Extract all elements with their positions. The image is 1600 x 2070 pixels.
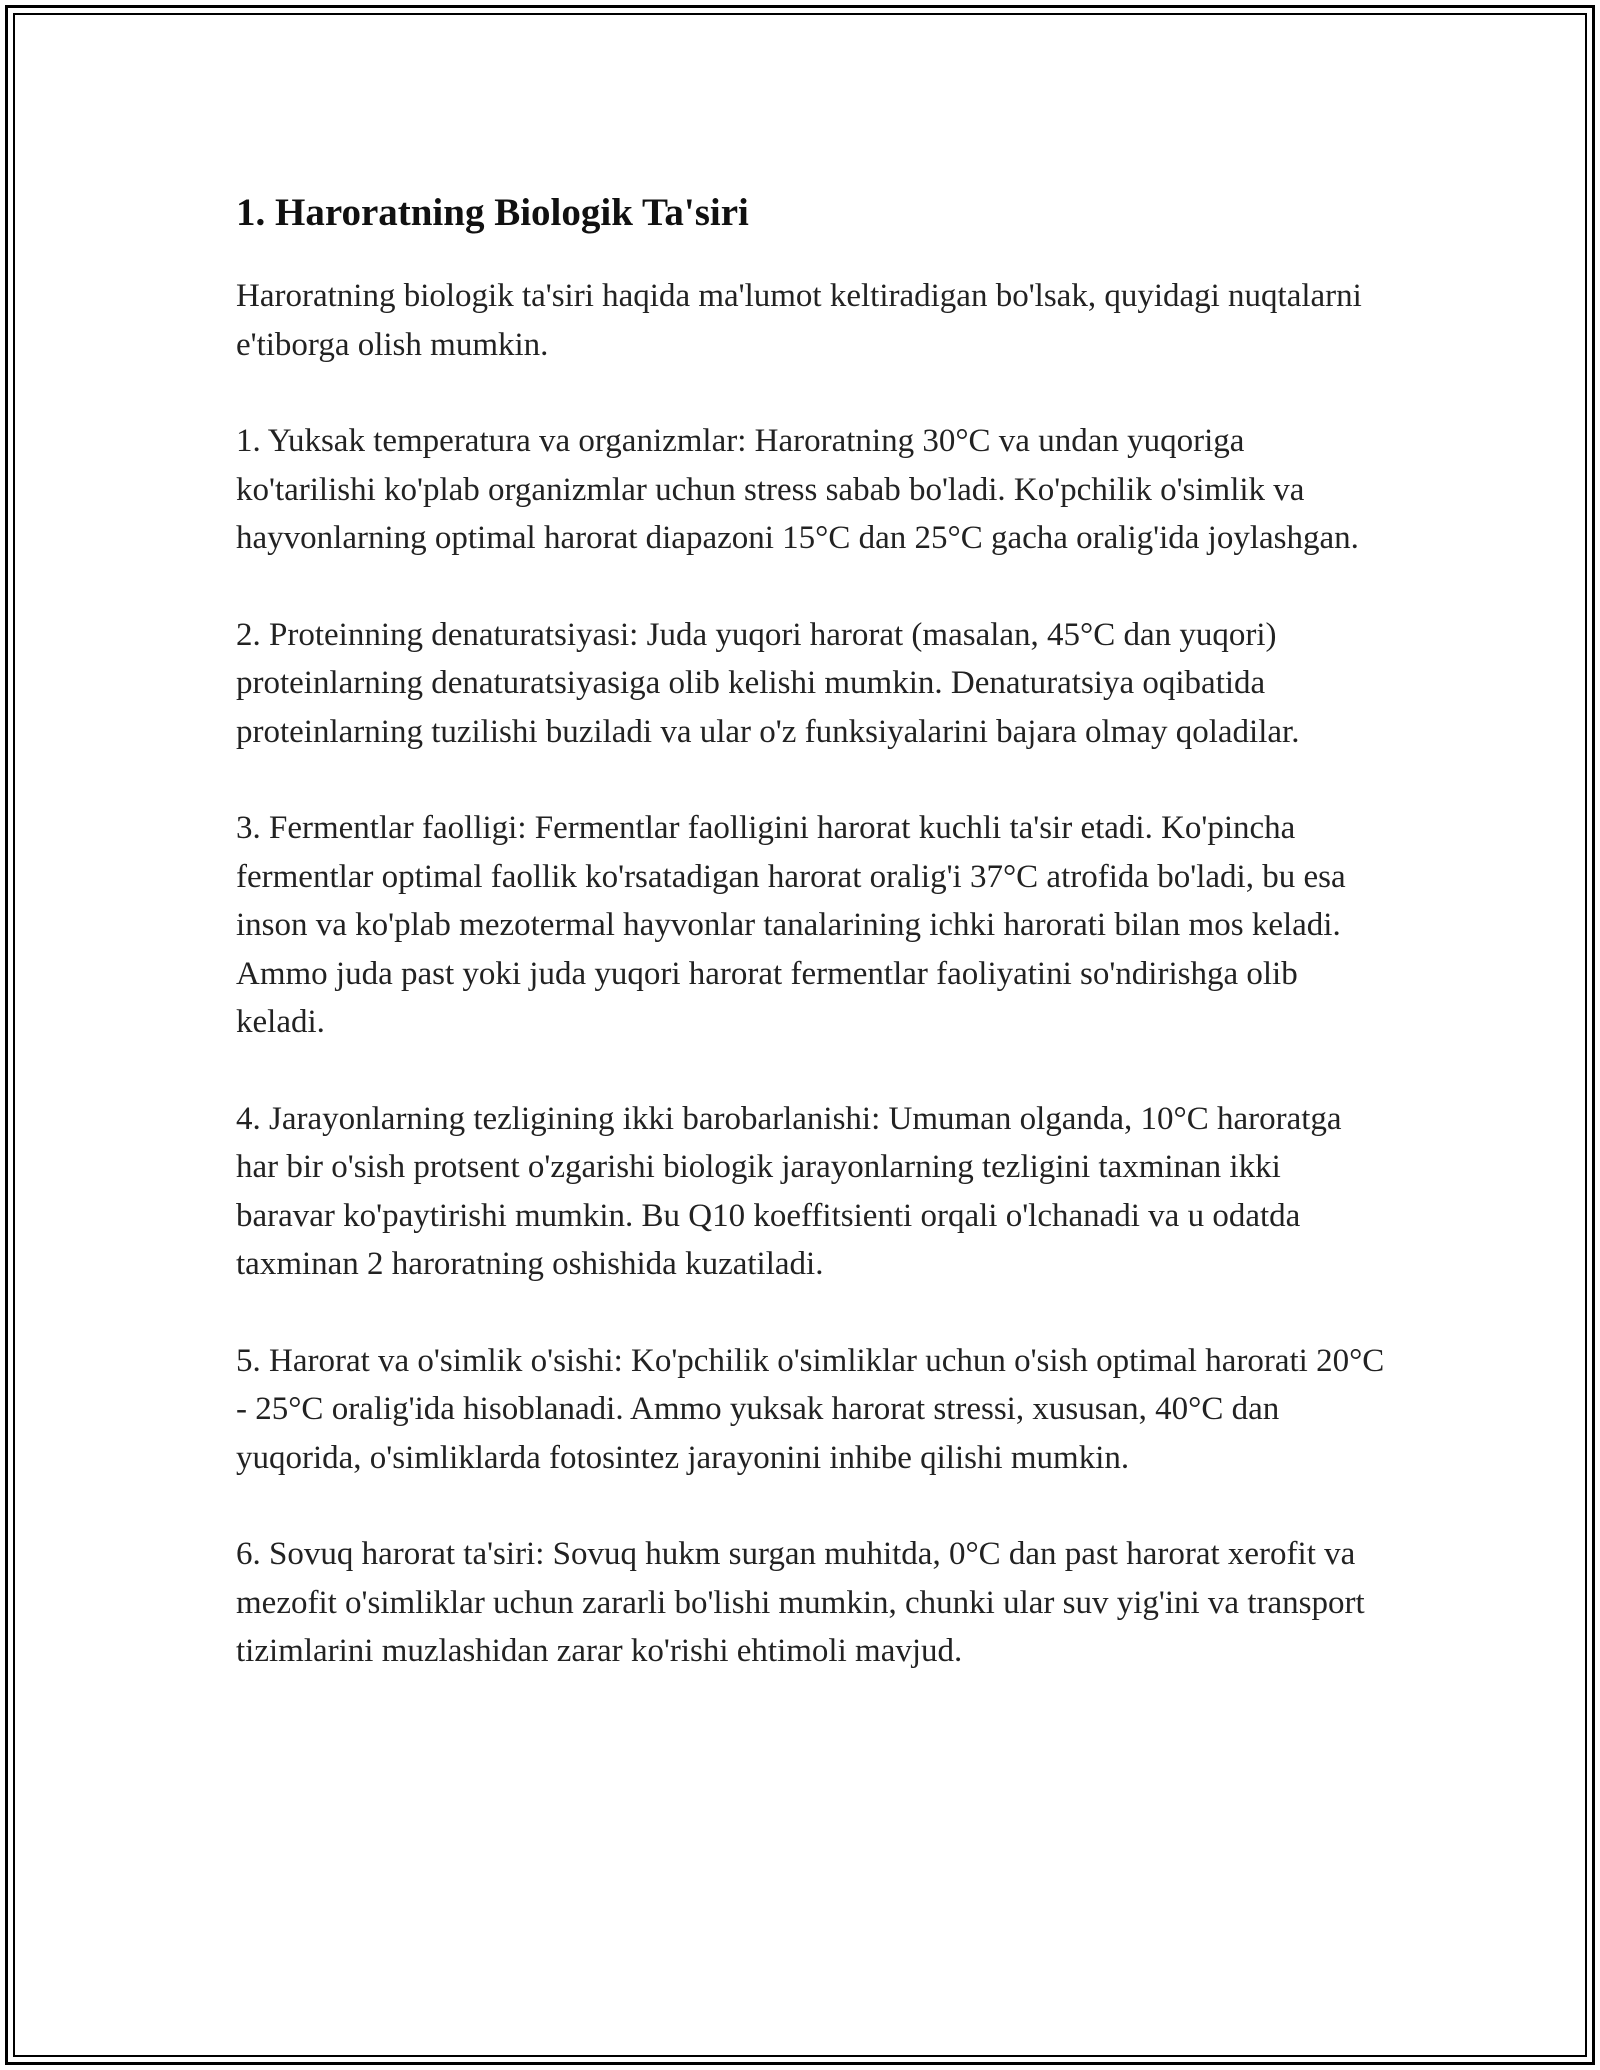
intro-paragraph: Haroratning biologik ta'siri haqida ma'lumot keltiradigan bo'lsak, quyidagi nuqtalarni e'tiborga olish mumkin. xyxy=(236,278,1362,363)
paragraph-high-temperature: 1. Yuksak temperatura va organizmlar: Haroratning 30°C va undan yuqoriga ko'tarilishi ko'plab organizmlar uchun stress sabab bo'ladi. Ko'pchilik o'simlik va hayvonlarning optimal harorat diapazoni 15°C dan 25°C gacha oralig'ida joylashgan. xyxy=(236,423,1359,556)
paragraph-plant-growth: 5. Harorat va o'simlik o'sishi: Ko'pchilik o'simliklar uchun o'sish optimal harorati 20°C - 25°C oralig'ida hisoblanadi. Ammo yuksak harorat stressi, xususan, 40°C dan yuqorida, o'simliklarda fotosintez jarayonini inhibe qilishi mumkin. xyxy=(236,1342,1385,1476)
paragraph-cold-temperature: 6. Sovuq harorat ta'siri: Sovuq hukm surgan muhitda, 0°C dan past harorat xerofit va mezofit o'simliklar uchun zararli bo'lishi mumkin, chunki ular suv yig'ini va transport tizimlarini muzlashidan zarar ko'rishi ehtimoli mavjud. xyxy=(236,1536,1365,1669)
paragraph-rate-doubling: 4. Jarayonlarning tezligining ikki barobarlanishi: Umuman olganda, 10°C haroratga har bir o'sish protsent o'zgarishi biologik jarayonlarning tezligini taxminan ikki baravar ko'paytirishi mumkin. Bu Q10 koeffitsienti orqali o'lchanadi va u odatda taxminan 2 haroratning oshishida kuzatiladi. xyxy=(236,1100,1342,1282)
document-title: 1. Haroratning Biologik Ta'siri xyxy=(236,191,749,234)
paragraph-protein-denaturation: 2. Proteinning denaturatsiyasi: Juda yuqori harorat (masalan, 45°C dan yuqori) proteinlarning denaturatsiyasiga olib kelishi mumkin. Denaturatsiya oqibatida proteinlarning tuzilishi buziladi va ular o'z funksiyalarini bajara olmay qoladilar. xyxy=(236,616,1300,750)
paragraph-enzyme-activity: 3. Fermentlar faolligi: Fermentlar faolligini harorat kuchli ta'sir etadi. Ko'pincha fermentlar optimal faollik ko'rsatadigan harorat oralig'i 37°C atrofida bo'ladi, bu esa inson va ko'plab mezotermal hayvonlar tanalarining ichki harorati bilan mos keladi. Ammo juda past yoki juda yuqori harorat fermentlar faoliyatini so'ndirishga olib keladi. xyxy=(236,810,1346,1040)
document-content xyxy=(236,188,1386,1724)
